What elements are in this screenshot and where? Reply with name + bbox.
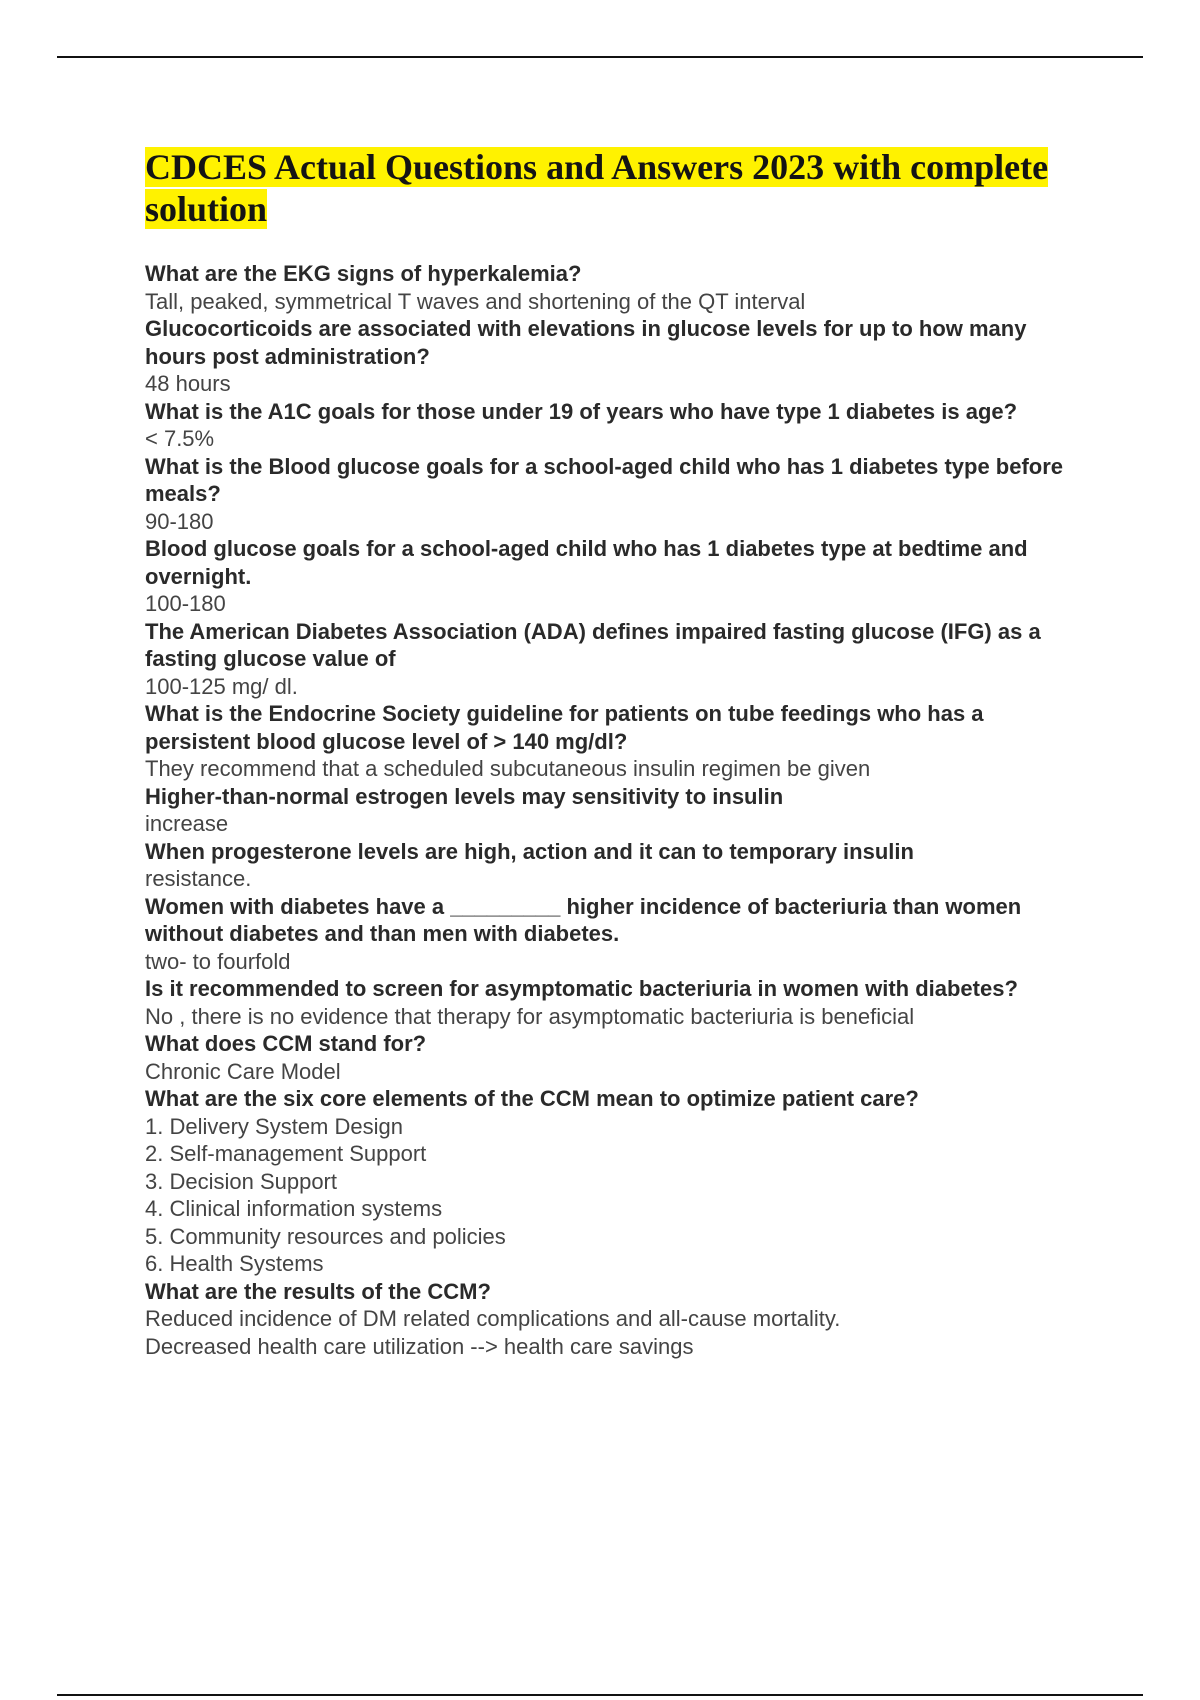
list-item: 4. Clinical information systems bbox=[145, 1196, 443, 1221]
list-item: Reduced incidence of DM related complications and all-cause mortality. bbox=[145, 1306, 841, 1331]
document-title-text: CDCES Actual Questions and Answers 2023 with complete solution bbox=[145, 147, 1049, 229]
qa-item bbox=[145, 398, 1085, 453]
qa-item bbox=[145, 893, 1085, 976]
answer-list bbox=[145, 1305, 1085, 1360]
qa-item-ccm-results bbox=[145, 1278, 1085, 1361]
bottom-rule bbox=[57, 1694, 1143, 1696]
answer: They recommend that a scheduled subcutaneous insulin regimen be given bbox=[145, 756, 871, 781]
qa-item bbox=[145, 618, 1085, 701]
question: What does CCM stand for? bbox=[145, 1031, 427, 1056]
qa-item bbox=[145, 315, 1085, 398]
qa-item bbox=[145, 535, 1085, 618]
question: What are the results of the CCM? bbox=[145, 1278, 491, 1304]
question: When progesterone levels are high, action and it can to temporary insulin bbox=[145, 838, 914, 864]
top-rule bbox=[57, 56, 1143, 58]
answer: two- to fourfold bbox=[145, 948, 291, 974]
qa-item bbox=[145, 1030, 1085, 1085]
answer: increase bbox=[145, 811, 229, 836]
answer: 90-180 bbox=[145, 508, 214, 534]
question: Higher-than-normal estrogen levels may sensitivity to insulin bbox=[145, 783, 784, 809]
qa-item bbox=[145, 260, 1085, 315]
question: What is the Blood glucose goals for a school-aged child who has 1 diabetes type before meals? bbox=[145, 453, 1064, 506]
answer: resistance. bbox=[145, 866, 252, 891]
question: Glucocorticoids are associated with elevations in glucose levels for up to how many hours post administration? bbox=[145, 316, 1027, 369]
list-item: 2. Self-management Support bbox=[145, 1141, 427, 1166]
answer: No , there is no evidence that therapy for asymptomatic bacteriuria is beneficial bbox=[145, 1003, 915, 1029]
question: What are the six core elements of the CCM mean to optimize patient care? bbox=[145, 1086, 919, 1111]
qa-item bbox=[145, 783, 1085, 838]
answer-list bbox=[145, 1113, 1085, 1278]
document-body bbox=[145, 146, 1085, 1360]
question: The American Diabetes Association (ADA) defines impaired fasting glucose (IFG) as a fasting glucose value of bbox=[145, 618, 1041, 671]
question: What are the EKG signs of hyperkalemia? bbox=[145, 261, 582, 286]
question: Blood glucose goals for a school-aged child who has 1 diabetes type at bedtime and overnight. bbox=[145, 536, 1028, 589]
question: What is the A1C goals for those under 19 of years who have type 1 diabetes is age? bbox=[145, 398, 1018, 424]
list-item: 5. Community resources and policies bbox=[145, 1223, 506, 1249]
answer: < 7.5% bbox=[145, 426, 215, 451]
answer: 100-180 bbox=[145, 591, 226, 616]
qa-item bbox=[145, 838, 1085, 893]
question: What is the Endocrine Society guideline for patients on tube feedings who has a persistent blood glucose level of > 140 mg/dl? bbox=[145, 701, 984, 754]
qa-item bbox=[145, 453, 1085, 536]
question: Women with diabetes have a _________ higher incidence of bacteriuria than women without diabetes and than men with diabetes. bbox=[145, 893, 1022, 946]
answer: 100-125 mg/ dl. bbox=[145, 673, 298, 699]
answer: 48 hours bbox=[145, 371, 231, 396]
question: Is it recommended to screen for asymptomatic bacteriuria in women with diabetes? bbox=[145, 976, 1018, 1001]
qa-item bbox=[145, 975, 1085, 1030]
list-item: 3. Decision Support bbox=[145, 1168, 337, 1194]
qa-item-ccm-elements bbox=[145, 1085, 1085, 1278]
document-title bbox=[145, 146, 1085, 230]
answer: Tall, peaked, symmetrical T waves and shortening of the QT interval bbox=[145, 288, 806, 314]
list-item: 6. Health Systems bbox=[145, 1251, 324, 1276]
list-item: Decreased health care utilization --> health care savings bbox=[145, 1333, 694, 1359]
answer: Chronic Care Model bbox=[145, 1058, 341, 1084]
list-item: 1. Delivery System Design bbox=[145, 1113, 403, 1139]
qa-item bbox=[145, 700, 1085, 783]
